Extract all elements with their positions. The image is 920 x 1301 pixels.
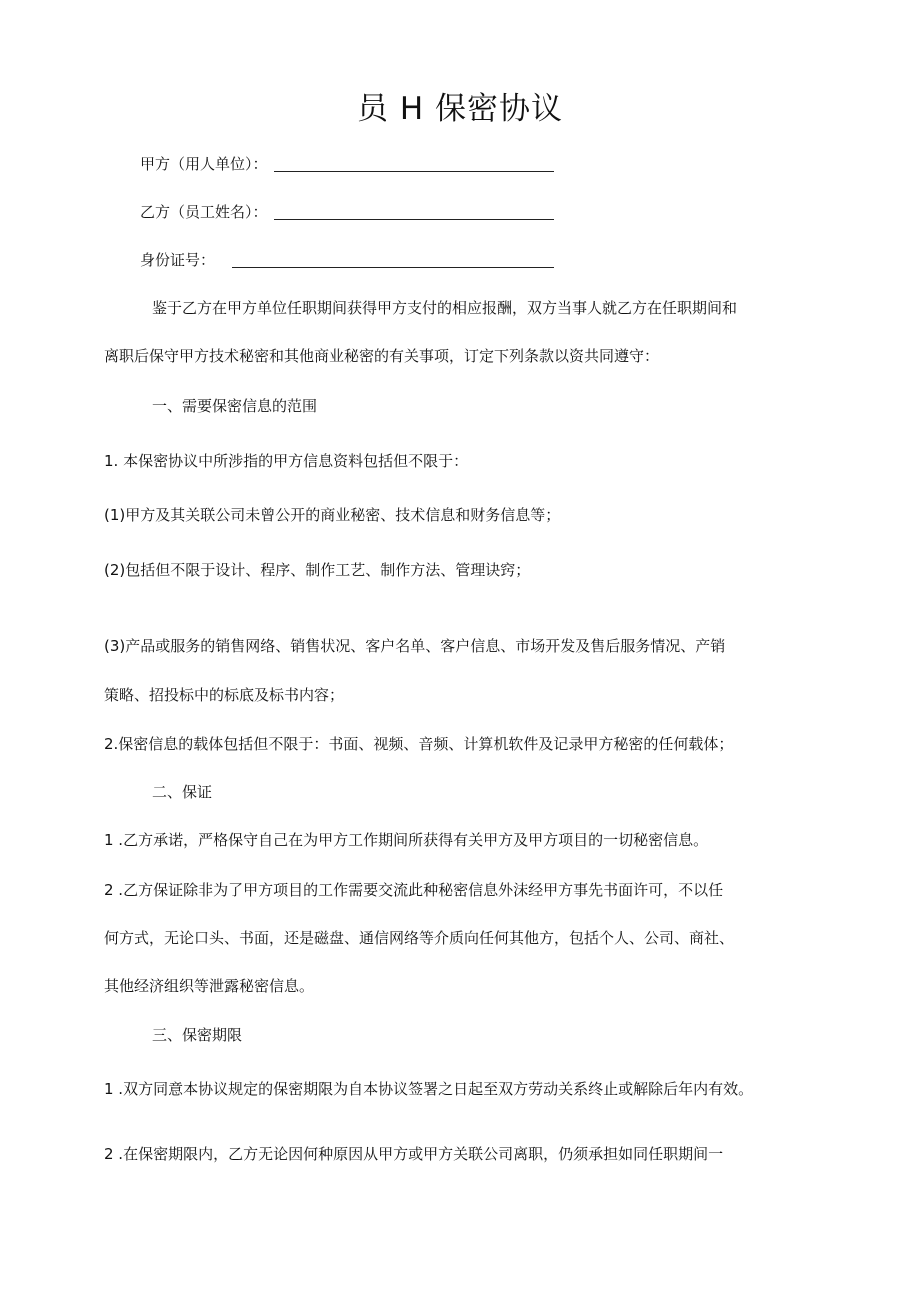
section-2-item-2-line-1: 2 .乙方保证除非为了甲方项目的工作需要交流此种秘密信息外沫经甲方事先书面许可，不以任 — [104, 881, 724, 899]
section-1-item-2: 2.保密信息的载体包括但不限于：书面、视频、音频、计算机软件及记录甲方秘密的任何载体； — [104, 735, 734, 753]
id-number-label: 身份证号： — [140, 251, 216, 269]
section-2-item-2-line-3: 其他经济组织等泄露秘密信息。 — [104, 977, 315, 995]
section-2-heading: 二、保证 — [152, 783, 213, 801]
party-b-blank-line — [274, 219, 554, 220]
document-title: 员 H 保密协议 — [356, 91, 564, 127]
section-2-item-1: 1 .乙方承诺，严格保守自己在为甲方工作期间所获得有关甲方及甲方项目的一切秘密信息。 — [104, 831, 709, 849]
section-1-sub-3-line-2: 策略、招投标中的标底及标书内容； — [104, 686, 345, 704]
section-3-heading: 三、保密期限 — [152, 1026, 243, 1044]
party-a-label: 甲方（用人单位）： — [140, 155, 268, 173]
id-number-blank-line — [232, 267, 554, 268]
section-1-sub-2: (2)包括但不限于设计、程序、制作工艺、制作方法、管理诀窍； — [104, 561, 531, 579]
section-1-item-1: 1. 本保密协议中所涉指的甲方信息资料包括但不限于： — [104, 452, 469, 470]
section-1-sub-3-line-1: (3)产品或服务的销售网络、销售状况、客户名单、客户信息、市场开发及售后服务情况、产销 — [104, 637, 726, 655]
preamble-line-1: 鉴于乙方在甲方单位任职期间获得甲方支付的相应报酬，双方当事人就乙方在任职期间和 — [152, 299, 738, 317]
section-2-item-2-line-2: 何方式，无论口头、书面，还是磁盘、通信网络等介质向任何其他方，包括个人、公司、商社、 — [104, 929, 735, 947]
section-3-item-2: 2 .在保密期限内，乙方无论因何种原因从甲方或甲方关联公司离职，仍须承担如同任职期间一 — [104, 1145, 724, 1163]
party-a-blank-line — [274, 171, 554, 172]
preamble-line-2: 离职后保守甲方技术秘密和其他商业秘密的有关事项，订定下列条款以资共同遵守： — [104, 347, 660, 365]
party-b-label: 乙方（员工姓名）： — [140, 203, 268, 221]
section-1-heading: 一、需要保密信息的范围 — [152, 397, 318, 415]
section-1-sub-1: (1)甲方及其关联公司未曾公开的商业秘密、技术信息和财务信息等； — [104, 506, 561, 524]
section-3-item-1: 1 .双方同意本协议规定的保密期限为自本协议签署之日起至双方劳动关系终止或解除后年内有效。 — [104, 1080, 754, 1098]
